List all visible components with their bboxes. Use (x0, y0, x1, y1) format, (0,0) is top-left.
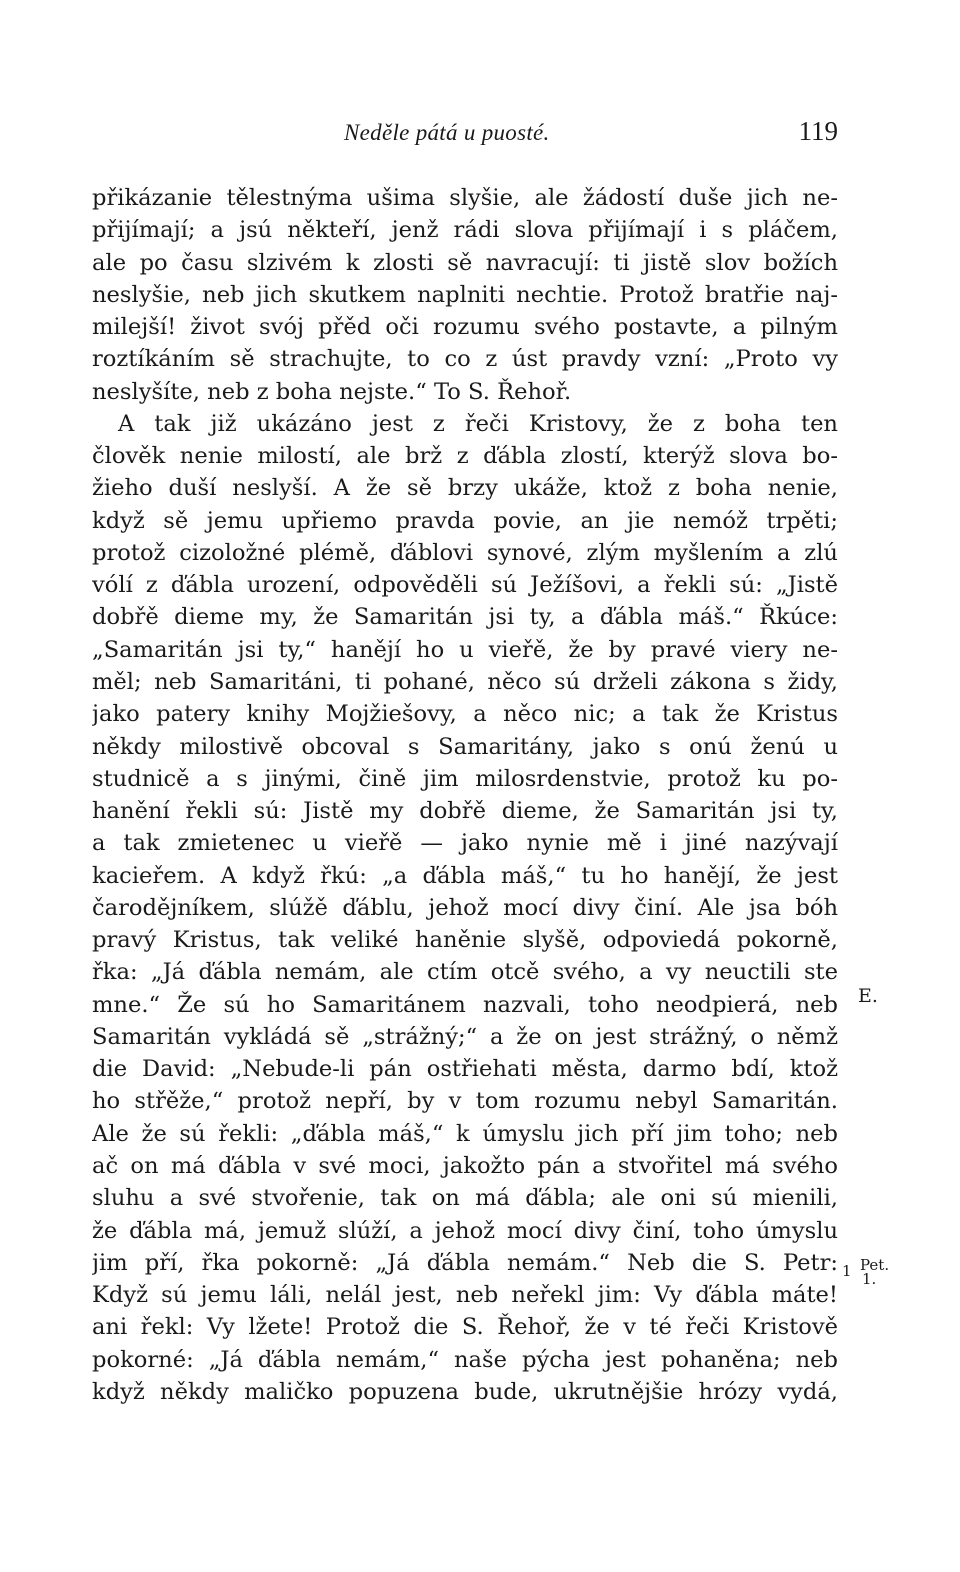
text-line: dobřě dieme my, že Samaritán jsi ty, a ďábla máš.“ Řkúce: (92, 604, 838, 631)
margin-note-pet (860, 1258, 889, 1286)
margin-note-e: E. (858, 985, 878, 1007)
text-line: mne.“ Že sú ho Samaritánem nazvali, toho neodpierá, neb (92, 991, 838, 1018)
text-line: pokorné: „Já ďábla nemám,“ naše pýcha jest pohaněna; neb (92, 1346, 838, 1373)
text-line: člověk nenie milostí, ale brž z ďábla zlostí, kterýž slova bo- (92, 443, 838, 470)
body-text (92, 182, 838, 1408)
margin-note-pet-label: Pet. (860, 1256, 890, 1274)
text-line: že ďábla má, jemuž slúží, a jehož mocí divy činí, toho úmyslu (92, 1217, 838, 1244)
text-line: A tak již ukázáno jest z řeči Kristovy, že z boha ten (118, 410, 838, 437)
text-line: Samaritán vykládá sě „strážný;“ a že on jest strážný, o němž (92, 1023, 838, 1050)
text-line: neslyšie, neb jich skutkem naplniti nechtie. Protož bratřie naj- (92, 281, 838, 308)
text-line: studnicě a s jinými, čině jim milosrdenstvie, protož ku po- (92, 765, 838, 792)
text-line: milejší! život svój přěd oči rozumu svého postavte, a pilným (92, 314, 838, 341)
text-line: pravý Kristus, tak veliké haněnie slyšě, odpoviedá pokorně, (92, 927, 838, 954)
text-line: kacieřem. A když řkú: „a ďábla máš,“ tu ho hanějí, že jest (92, 862, 838, 889)
text-line: přikázanie tělestnýma ušima slyšie, ale žádostí duše jich ne- (92, 185, 838, 211)
text-line: ho střěže,“ protož nepří, by v tom rozumu nebyl Samaritán. (92, 1088, 838, 1115)
text-line: jako patery knihy Mojžiešovy, a něco nic; a tak že Kristus (92, 701, 838, 728)
text-line: roztíkáním sě strachujte, to co z úst pravdy vzní: „Proto vy (92, 346, 838, 373)
running-title: Neděle pátá u puosté. (344, 120, 550, 145)
text-line: hanění řekli sú: Jistě my dobřě dieme, že Samaritán jsi ty, (92, 798, 838, 825)
text-line: když někdy maličko popuzena bude, ukrutnějšie hrózy vydá, (92, 1378, 838, 1405)
text-line: Ale že sú řekli: „ďábla máš,“ k úmyslu jich pří jim toho; neb (92, 1120, 838, 1147)
text-line: ani řekl: Vy lžete! Protož die S. Řehoř, že v té řeči Kristově (92, 1314, 838, 1341)
text-line: měl; neb Samaritáni, ti pohané, něco sú drželi zákona s židy, (92, 668, 838, 695)
footnote-mark: 1 (842, 1262, 852, 1280)
text-line: žieho duší neslyší. A že sě brzy ukáže, ktož z boha nenie, (92, 475, 838, 502)
text-line: když sě jemu upřiemo pravda povie, an jie nemóž trpěti; (92, 507, 838, 534)
text-line: řka: „Já ďábla nemám, ale ctím otcě svého, a vy neuctili ste (92, 959, 838, 986)
text-line: die David: „Nebude-li pán ostřiehati města, darmo bdí, ktož (92, 1056, 838, 1083)
text-line: ač on má ďábla v své moci, jakožto pán a stvořitel má svého (92, 1152, 838, 1179)
text-line: přijímají; a jsú někteří, jenž rádi slova přijímají i s pláčem, (92, 217, 838, 244)
margin-note-pet-number: 1. (862, 1270, 877, 1288)
text-line: Když sú jemu láli, nelál jest, neb neřekl jim: Vy ďábla máte! (92, 1282, 838, 1309)
text-line: protož cizoložné plémě, ďáblovi synové, zlým myšlením a zlú (92, 539, 838, 566)
text-line: čarodějníkem, slúžě ďáblu, jehož mocí divy činí. Ale jsa bóh (92, 894, 838, 921)
page-number: 119 (798, 116, 838, 146)
text-line: ale po času slzivém k zlosti sě navracují: ti jistě slov božích (92, 249, 838, 276)
text-line: sluhu a své stvořenie, tak on má ďábla; ale oni sú mienili, (92, 1185, 838, 1212)
text-line: vólí z ďábla urození, odpověděli sú Ježíšovi, a řekli sú: „Jistě (92, 572, 838, 599)
text-line: jim pří, řka pokorně: „Já ďábla nemám.“ Neb die S. Petr: (92, 1249, 838, 1276)
text-line: „Samaritán jsi ty,“ hanějí ho u vieřě, že by pravé viery ne- (92, 636, 838, 663)
text-line: neslyšíte, neb z boha nejste.“ To S. Řehoř. (92, 378, 572, 405)
page-header (92, 116, 838, 152)
text-line: a tak zmietenec u vieřě — jako nynie mě i jiné nazývají (92, 830, 838, 857)
text-line: někdy milostivě obcoval s Samaritány, jako s onú ženú u (92, 733, 838, 760)
